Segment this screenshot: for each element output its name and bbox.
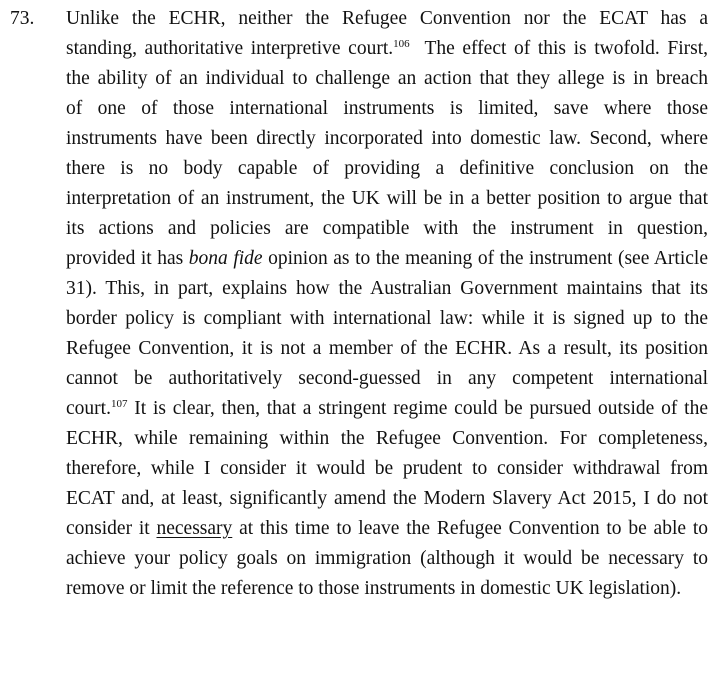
text-segment: provided it has: [66, 248, 189, 269]
text-segment: of one of those international instruments is limited, save where those: [66, 98, 708, 119]
text-line: [66, 304, 708, 334]
text-line: [66, 484, 708, 514]
text-segment: at this time to leave the Refugee Convention to be able to: [232, 518, 708, 539]
italic-text: bona fide: [188, 248, 263, 269]
text-line: [66, 154, 708, 184]
text-line: [66, 334, 708, 364]
text-line: [66, 544, 708, 574]
text-segment: achieve your policy goals on immigration (although it would be necessary to: [66, 548, 708, 569]
text-segment: border policy is compliant with international law: while it is signed up to the: [66, 308, 708, 329]
text-segment: 31). This, in part, explains how the Australian Government maintains that its: [66, 278, 708, 299]
text-segment: consider it: [66, 518, 157, 539]
text-line: [66, 574, 708, 604]
paragraph-number: 73.: [10, 8, 35, 29]
text-segment: instruments have been directly incorporated into domestic law. Second, where: [66, 128, 708, 149]
text-segment: therefore, while I consider it would be prudent to consider withdrawal from: [66, 458, 708, 479]
text-line: [66, 4, 708, 34]
text-line: [66, 124, 708, 154]
text-line: [66, 34, 708, 64]
text-segment: ECAT and, at least, significantly amend the Modern Slavery Act 2015, I do not: [66, 488, 708, 509]
text-line: [66, 514, 708, 544]
text-line: [66, 424, 708, 454]
text-line: [66, 364, 708, 394]
text-segment: It is clear, then, that a stringent regime could be pursued outside of the: [127, 398, 708, 419]
footnote-ref[interactable]: 107: [110, 398, 128, 410]
text-line: [66, 184, 708, 214]
text-line: [66, 274, 708, 304]
text-line: [66, 394, 708, 424]
paragraph-body: [66, 4, 708, 604]
text-segment: Refugee Convention, it is not a member of the ECHR. As a result, its position: [66, 338, 708, 359]
text-segment: court.: [66, 398, 111, 419]
text-segment: Unlike the ECHR, neither the Refugee Convention nor the ECAT has a: [66, 8, 708, 29]
text-segment: the ability of an individual to challenge an action that they allege is in breach: [66, 68, 708, 89]
text-segment: there is no body capable of providing a definitive conclusion on the: [66, 158, 708, 179]
text-segment: opinion as to the meaning of the instrument (see Article: [262, 248, 708, 269]
text-segment: standing, authoritative interpretive court.: [66, 38, 394, 59]
text-segment: ECHR, while remaining within the Refugee Convention. For completeness,: [66, 428, 708, 449]
underlined-text: necessary: [156, 518, 233, 539]
text-segment: cannot be authoritatively second-guessed in any competent international: [66, 368, 708, 389]
text-segment: its actions and policies are compatible with the instrument in question,: [66, 218, 708, 239]
text-segment: interpretation of an instrument, the UK will be in a better position to argue that: [66, 188, 708, 209]
footnote-ref[interactable]: 106: [393, 38, 410, 50]
text-line: [66, 94, 708, 124]
text-line: [66, 214, 708, 244]
text-line: [66, 454, 708, 484]
text-line: [66, 244, 708, 274]
text-segment: remove or limit the reference to those instruments in domestic UK legislation).: [66, 578, 682, 599]
text-segment: The effect of this is twofold. First,: [409, 38, 708, 59]
text-line: [66, 64, 708, 94]
